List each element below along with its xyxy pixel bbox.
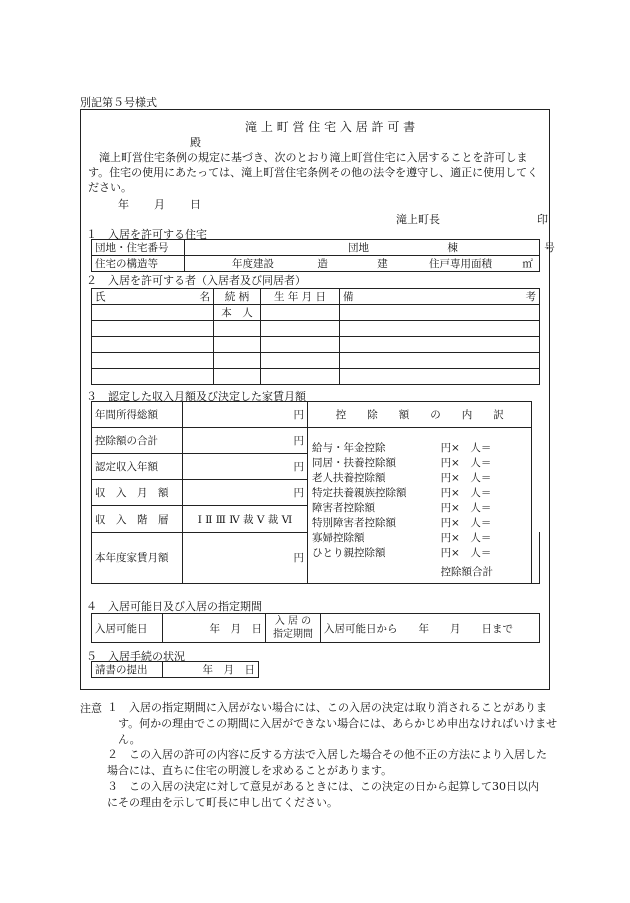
resident-remarks-cell[interactable] bbox=[340, 369, 540, 385]
housing-number-label: 団地・住宅番号 bbox=[92, 240, 185, 256]
income-row-value[interactable]: 円 bbox=[183, 480, 308, 506]
income-row-value[interactable]: 円 bbox=[183, 532, 308, 583]
resident-birth-cell[interactable] bbox=[261, 353, 340, 369]
note-item-3: ３ この入居の決定に対して意見があるときには、この決定の日から起算して30日以内にその理由を示して町長に申し出てください。 bbox=[107, 780, 539, 809]
deduction-calc: 円× 人＝ bbox=[440, 547, 492, 559]
section1-heading: １ 入居を許可する住宅 bbox=[86, 228, 207, 241]
pledge-submission-label: 請書の提出 bbox=[92, 662, 163, 678]
deduction-calc: 円× 人＝ bbox=[440, 442, 492, 454]
deduction-calc: 円× 人＝ bbox=[440, 457, 492, 469]
income-row-label: 認定収入年額 bbox=[92, 454, 183, 480]
issuer-name: 滝上町長 bbox=[396, 213, 440, 226]
deduction-item bbox=[312, 485, 512, 500]
deduction-calc: 円× 人＝ bbox=[440, 487, 492, 499]
note-item-2: ２ この入居の許可の内容に反する方法で入居した場合その他不正の方法により入居した場合には、直ちに住宅の明渡しを求めることがあります。 bbox=[107, 748, 547, 777]
notes-prefix: 注意 bbox=[80, 702, 102, 715]
resident-birth-cell[interactable] bbox=[261, 369, 340, 385]
deduction-item bbox=[312, 500, 512, 515]
income-row-label: 収 入 階 層 bbox=[92, 506, 183, 532]
date-day: 日 bbox=[190, 198, 201, 211]
addressee-suffix: 殿 bbox=[190, 136, 201, 149]
deduction-name: 特別障害者控除額 bbox=[312, 517, 396, 529]
section4-heading: ４ 入居可能日及び入居の指定期間 bbox=[86, 600, 262, 613]
document-title: 滝 上 町 営 住 宅 入 居 許 可 書 bbox=[245, 120, 416, 134]
income-row-value[interactable]: 円 bbox=[183, 428, 308, 454]
move-in-table bbox=[91, 613, 540, 643]
deduction-item bbox=[312, 530, 512, 545]
income-row-value[interactable]: 円 bbox=[183, 402, 308, 428]
move-in-period-value[interactable]: 入居可能日から 年 月 日まで bbox=[321, 614, 540, 643]
danchi-label: 団地 bbox=[348, 242, 369, 254]
move-in-period-label-b: 指定期間 bbox=[273, 629, 313, 640]
resident-relation-cell: 本 人 bbox=[214, 305, 261, 321]
deduction-total-label: 控除額合計 bbox=[440, 566, 494, 578]
resident-name-cell[interactable] bbox=[92, 353, 214, 369]
date-year: 年 bbox=[118, 198, 129, 211]
structure-label: 住宅の構造等 bbox=[92, 256, 185, 272]
deduction-calc: 円× 人＝ bbox=[440, 502, 492, 514]
resident-remarks-cell[interactable] bbox=[340, 321, 540, 337]
deduction-item bbox=[312, 440, 512, 455]
date-month: 月 bbox=[154, 198, 165, 211]
section3-heading: ３ 認定した収入月額及び決定した家賃月額 bbox=[86, 390, 306, 403]
resident-remarks-cell[interactable] bbox=[340, 305, 540, 321]
body-text: 滝上町営住宅条例の規定に基づき、次のとおり滝上町営住宅に入居することを許可します。住宅の使用にあたっては、滝上町営住宅条例その他の法令を遵守し、適正に使用してください。 bbox=[88, 151, 539, 194]
deduction-name: 給与・年金控除 bbox=[312, 442, 386, 454]
deduction-item bbox=[312, 515, 512, 530]
resident-relation-cell[interactable] bbox=[214, 353, 261, 369]
col-name-a: 氏 bbox=[95, 291, 106, 303]
ken-label: 建 bbox=[377, 258, 388, 270]
housing-table bbox=[91, 239, 555, 272]
income-row-value[interactable]: 円 bbox=[183, 454, 308, 480]
deduction-item bbox=[312, 545, 512, 560]
col-name-header bbox=[92, 289, 214, 305]
deduction-calc: 円× 人＝ bbox=[440, 532, 492, 544]
deduction-name: 寡婦控除額 bbox=[312, 532, 365, 544]
go-label: 号 bbox=[544, 242, 555, 254]
deduction-name: ひとり親控除額 bbox=[312, 547, 386, 559]
deduction-name: 同居・扶養控除額 bbox=[312, 457, 396, 469]
procedure-table bbox=[91, 661, 259, 678]
col-remarks-header bbox=[340, 289, 540, 305]
col-remarks-b: 考 bbox=[525, 291, 536, 303]
section2-heading: ２ 入居を許可する者（入居者及び同居者） bbox=[86, 274, 306, 287]
seal-mark: 印 bbox=[537, 213, 548, 226]
resident-name-cell[interactable] bbox=[92, 321, 214, 337]
col-birth-header: 生 年 月 日 bbox=[261, 289, 340, 305]
deduction-breakdown bbox=[308, 428, 532, 584]
move-in-possible-label: 入居可能日 bbox=[92, 614, 163, 643]
income-row-label: 収 入 月 額 bbox=[92, 480, 183, 506]
zo-label: 造 bbox=[317, 258, 328, 270]
deduction-list bbox=[312, 440, 512, 579]
resident-relation-cell[interactable] bbox=[214, 369, 261, 385]
deduction-name: 特定扶養親族控除額 bbox=[312, 487, 407, 499]
move-in-period-label bbox=[266, 614, 321, 643]
breakdown-title: 控 除 額 の 内 訳 bbox=[308, 402, 532, 428]
income-row-label: 本年度家賃月額 bbox=[92, 532, 183, 583]
mune-label: 棟 bbox=[447, 242, 458, 254]
deduction-calc: 円× 人＝ bbox=[440, 517, 492, 529]
move-in-possible-date[interactable]: 年 月 日 bbox=[163, 614, 266, 643]
form-label: 別記第５号様式 bbox=[80, 96, 157, 109]
resident-name-cell[interactable] bbox=[92, 337, 214, 353]
resident-relation-cell[interactable] bbox=[214, 321, 261, 337]
pledge-submission-date[interactable]: 年 月 日 bbox=[163, 662, 259, 678]
income-row-label: 年間所得総額 bbox=[92, 402, 183, 428]
resident-name-cell[interactable] bbox=[92, 369, 214, 385]
resident-birth-cell[interactable] bbox=[261, 337, 340, 353]
resident-remarks-cell[interactable] bbox=[340, 337, 540, 353]
housing-number-cell[interactable] bbox=[185, 240, 555, 256]
deduction-item bbox=[312, 455, 512, 470]
deduction-name: 老人扶養控除額 bbox=[312, 472, 386, 484]
resident-name-cell[interactable] bbox=[92, 305, 214, 321]
col-remarks-a: 備 bbox=[343, 291, 354, 303]
build-year-label: 年度建設 bbox=[232, 258, 274, 270]
resident-birth-cell[interactable] bbox=[261, 305, 340, 321]
area-label: 住戸専用面積 bbox=[429, 258, 493, 270]
deduction-item bbox=[312, 470, 512, 485]
col-name-b: 名 bbox=[199, 291, 210, 303]
income-table bbox=[91, 401, 540, 584]
structure-cell[interactable] bbox=[185, 256, 540, 272]
note-item-1: １ 入居の指定期間に入居がない場合には、この入居の決定は取り消されることがあります。何かの理由でこの期間に入居ができない場合には、あらかじめ申出なければいけません。 bbox=[107, 701, 558, 746]
deduction-name: 障害者控除額 bbox=[312, 502, 375, 514]
resident-remarks-cell[interactable] bbox=[340, 353, 540, 369]
resident-relation-cell[interactable] bbox=[214, 337, 261, 353]
col-relation-header: 続 柄 bbox=[214, 289, 261, 305]
deduction-calc: 円× 人＝ bbox=[440, 472, 492, 484]
area-unit: ㎡ bbox=[522, 258, 533, 270]
income-row-label: 控除額の合計 bbox=[92, 428, 183, 454]
move-in-period-label-a: 入 居 の bbox=[274, 616, 312, 627]
resident-birth-cell[interactable] bbox=[261, 321, 340, 337]
income-tier-options[interactable]: Ⅰ Ⅱ Ⅲ Ⅳ 裁 Ⅴ 裁 Ⅵ bbox=[183, 506, 308, 532]
section5-heading: ５ 入居手続の状況 bbox=[86, 650, 185, 663]
residents-table bbox=[91, 288, 540, 385]
